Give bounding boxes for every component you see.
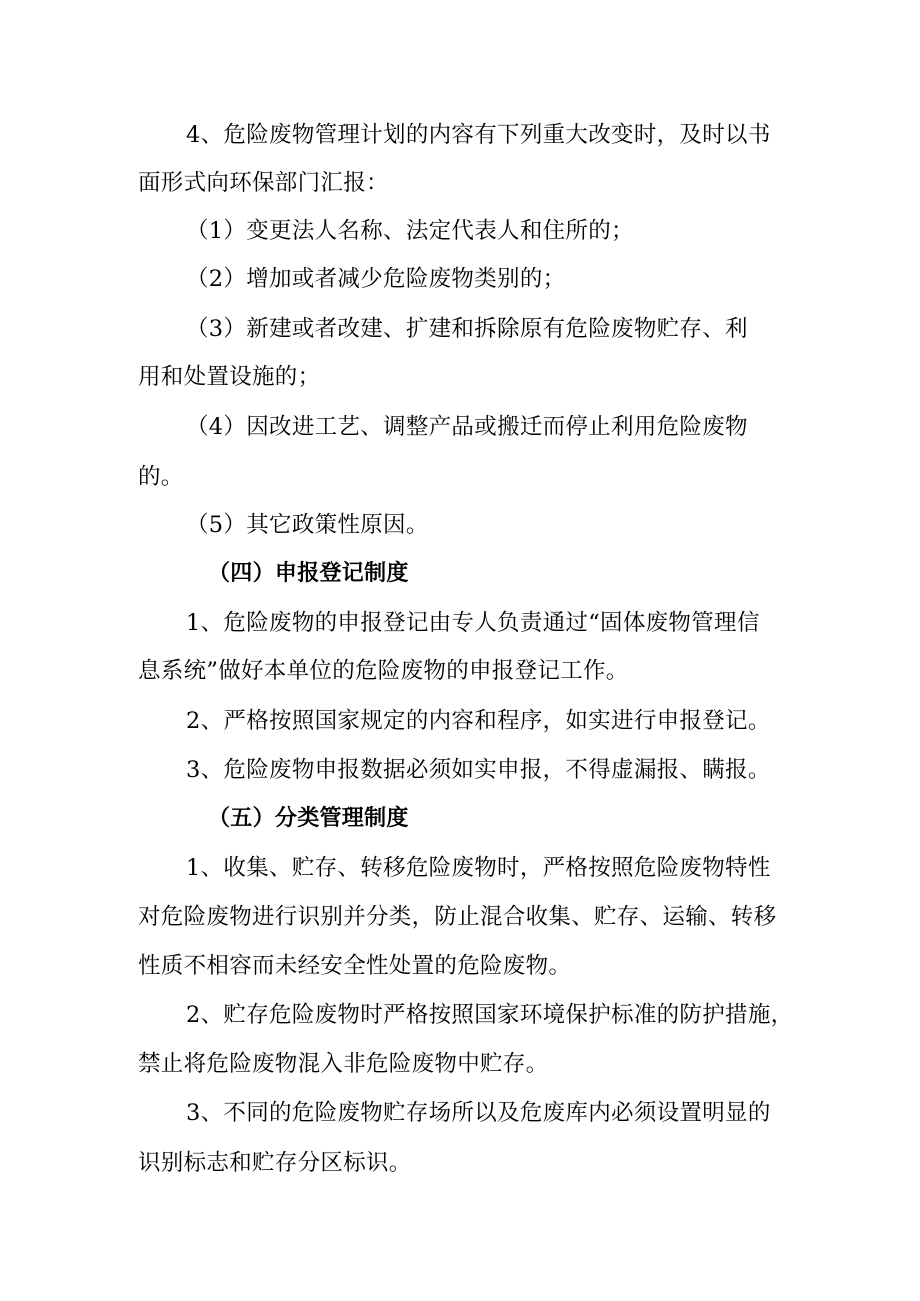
paragraph-line: 1、收集、贮存、转移危险废物时，严格按照危险废物特性 <box>186 855 771 881</box>
paragraph-line: 对危险废物进行识别并分类，防止混合收集、贮存、运输、转移 <box>138 904 777 930</box>
paragraph-line: 禁止将危险废物混入非危险废物中贮存。 <box>138 1051 549 1077</box>
section-heading: （五）分类管理制度 <box>208 806 409 831</box>
paragraph-line: 3、不同的危险废物贮存场所以及危废库内必须设置明显的 <box>186 1100 771 1126</box>
paragraph-line: 3、危险废物申报数据必须如实申报，不得虚漏报、瞒报。 <box>186 757 771 783</box>
paragraph-line: 2、贮存危险废物时严格按照国家环境保护标准的防护措施， <box>186 1002 794 1028</box>
paragraph-line: 面形式向环保部门汇报： <box>138 170 389 196</box>
list-item: （1）变更法人名称、法定代表人和住所的； <box>186 218 634 244</box>
list-item: （3）新建或者改建、扩建和拆除原有危险废物贮存、利 <box>186 316 748 342</box>
paragraph-line: 用和处置设施的； <box>138 364 321 390</box>
paragraph-line: 性质不相容而未经安全性处置的危险废物。 <box>138 953 572 979</box>
section-heading: （四）申报登记制度 <box>208 561 409 586</box>
list-item: （5）其它政策性原因。 <box>186 512 429 538</box>
list-item: （4）因改进工艺、调整产品或搬迁而停止利用危险废物 <box>186 414 748 440</box>
paragraph-line: 1、危险废物的申报登记由专人负责通过“固体废物管理信 <box>186 610 760 636</box>
paragraph-line: 2、严格按照国家规定的内容和程序，如实进行申报登记。 <box>186 708 771 734</box>
paragraph-line: 的。 <box>138 464 184 490</box>
paragraph-line: 息系统”做好本单位的危险废物的申报登记工作。 <box>138 658 629 684</box>
paragraph-line: 4、危险废物管理计划的内容有下列重大改变时，及时以书 <box>186 122 771 148</box>
list-item: （2）增加或者减少危险废物类别的； <box>186 266 566 292</box>
paragraph-line: 识别标志和贮存分区标识。 <box>138 1150 412 1176</box>
